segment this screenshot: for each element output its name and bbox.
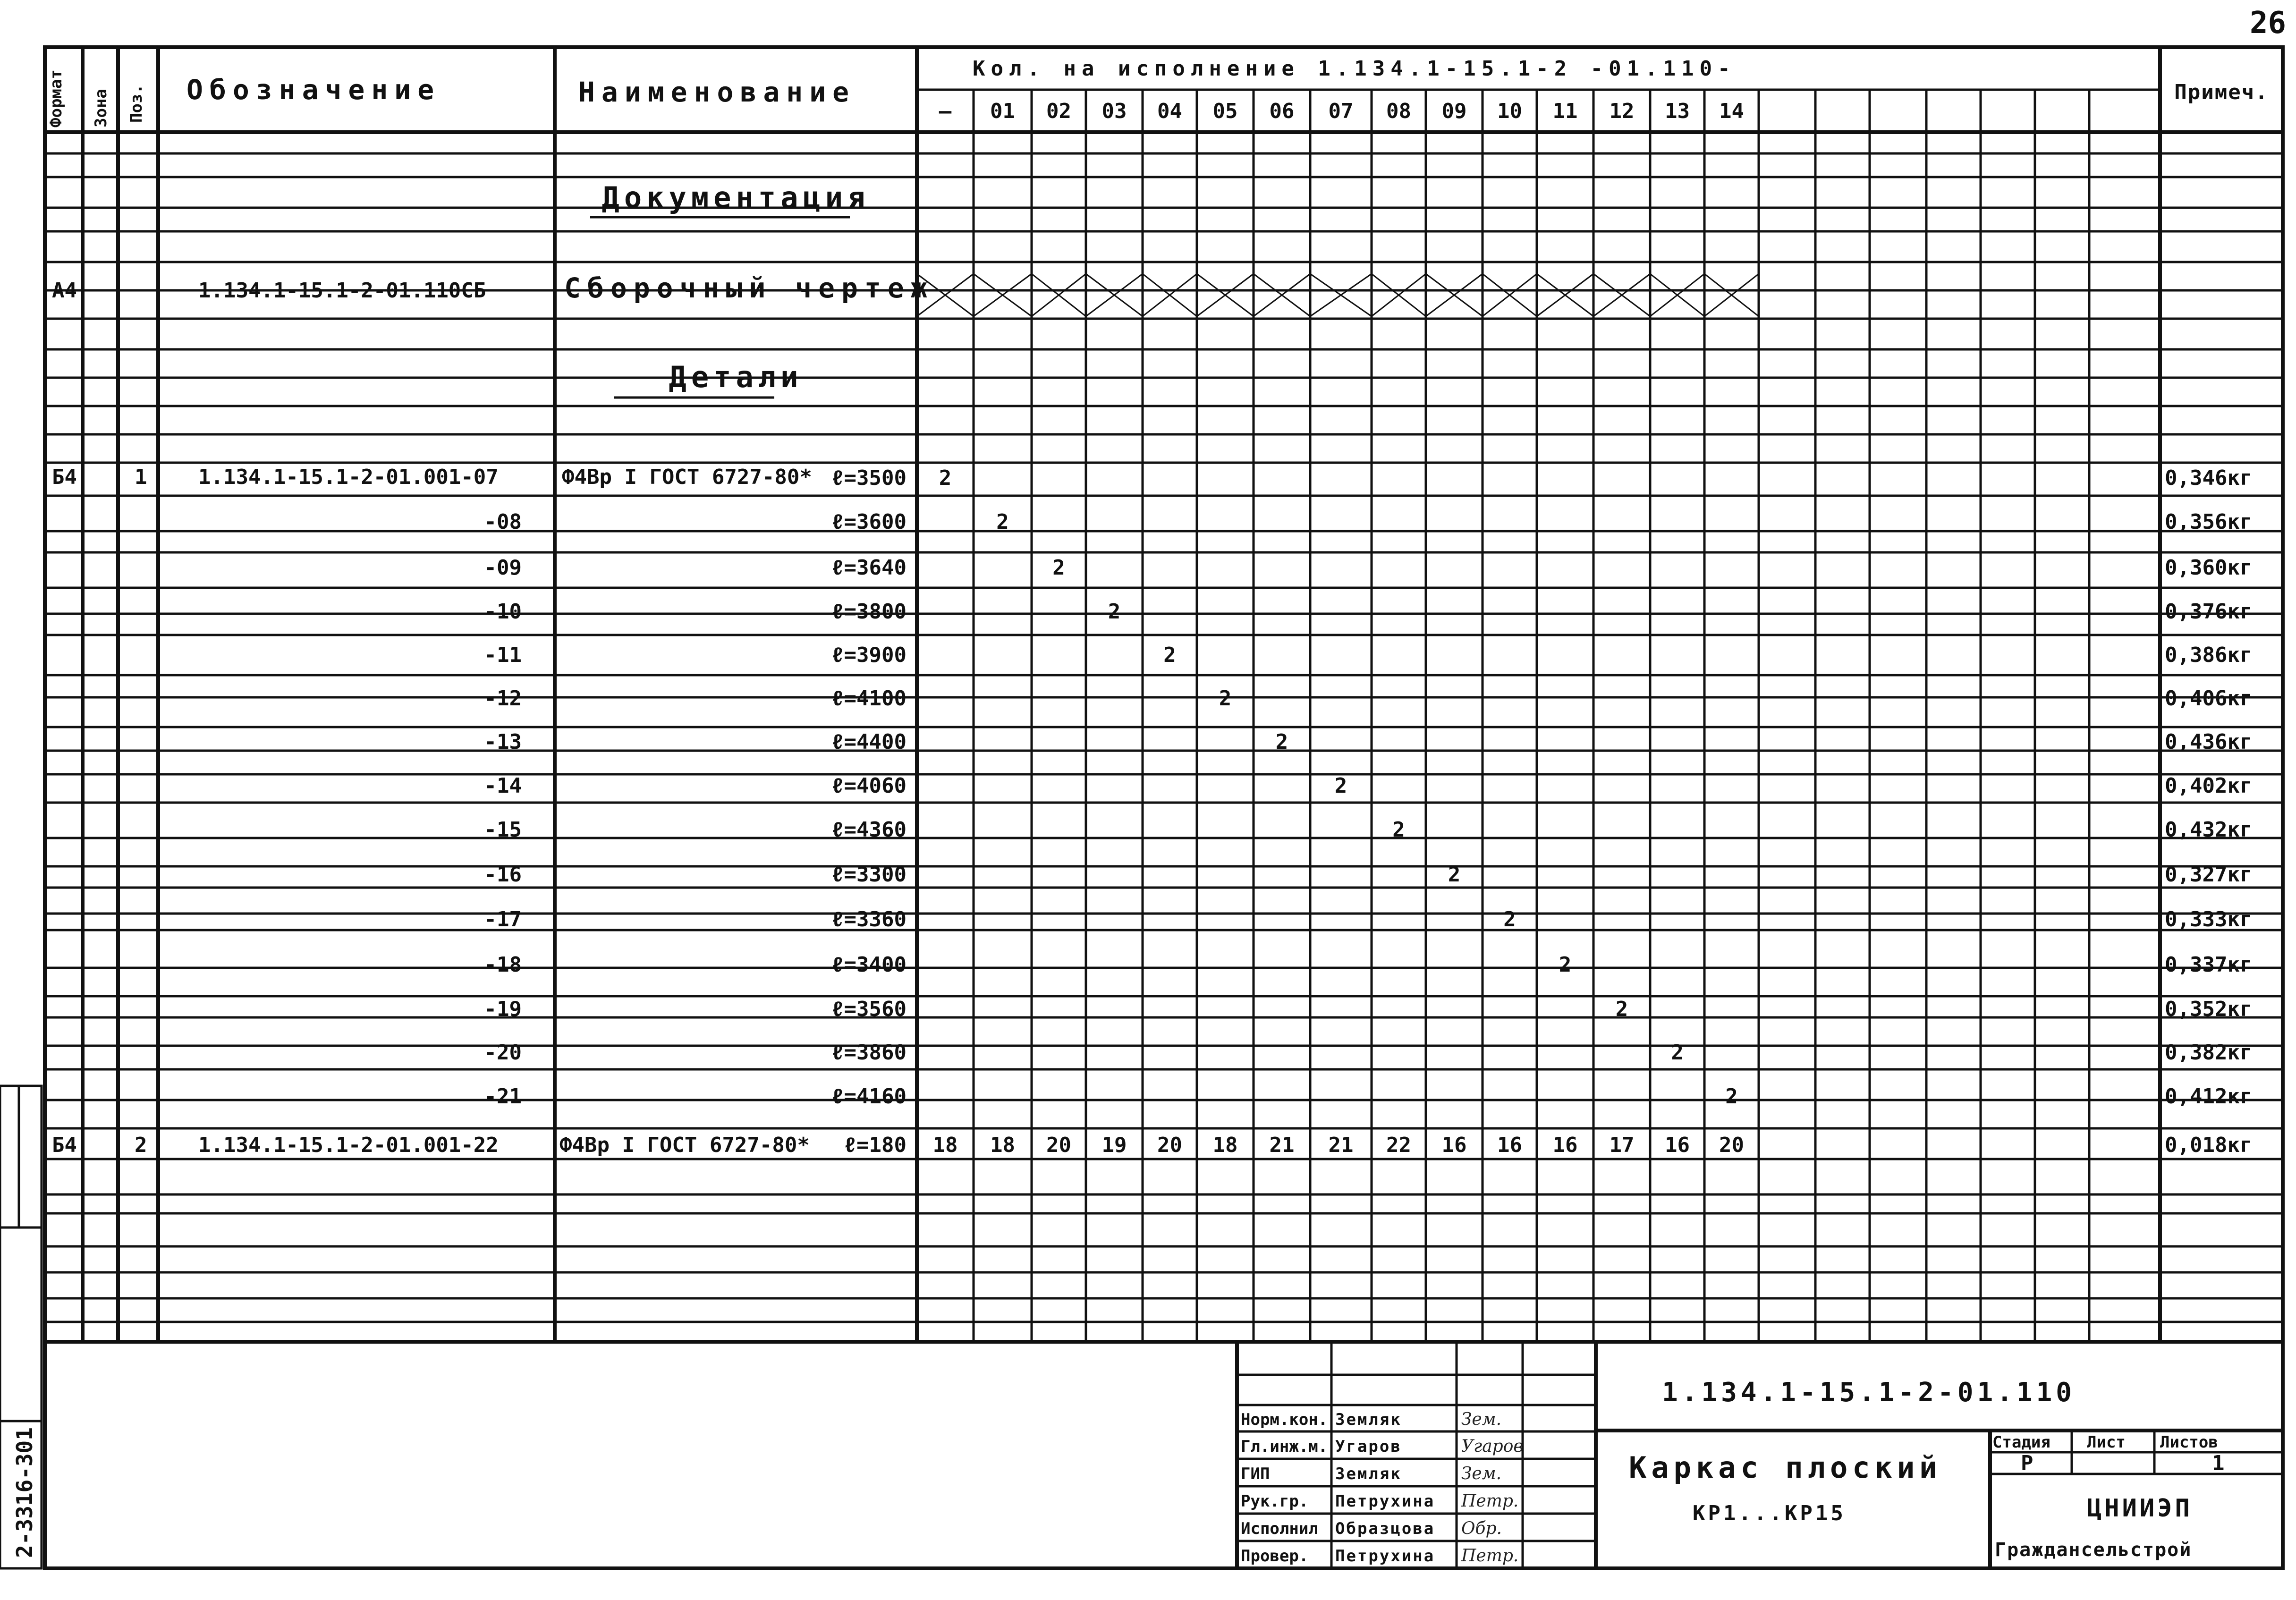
item2-mass: 0,018кг xyxy=(2165,1133,2253,1157)
sheet-label: Лист xyxy=(2087,1433,2126,1452)
item2-qty: 16 xyxy=(1552,1133,1578,1157)
item1-designation: 1.134.1-15.1-2-01.001-07 xyxy=(198,465,499,489)
item1-suffix: -14 xyxy=(484,774,522,798)
variant-header: 06 xyxy=(1269,99,1295,123)
header-note: Примеч. xyxy=(2174,80,2269,104)
header-zone: Зона xyxy=(92,89,110,127)
item1-mass: 0,327кг xyxy=(2165,863,2253,887)
person-role: Рук.гр. xyxy=(1241,1492,1309,1511)
item2-qty: 20 xyxy=(1157,1133,1182,1157)
item1-length: ℓ=4160 xyxy=(831,1084,907,1109)
item1-qty: 2 xyxy=(1559,953,1572,977)
item1-suffix: -09 xyxy=(484,556,522,580)
person-signature: Петр. xyxy=(1461,1491,1519,1511)
document-title-line2: КР1...КР15 xyxy=(1693,1501,1846,1525)
item1-mass: 0,352кг xyxy=(2165,997,2253,1021)
item2-qty: 20 xyxy=(1719,1133,1744,1157)
item2-qty: 18 xyxy=(1212,1133,1238,1157)
item2-format: Б4 xyxy=(52,1133,77,1157)
person-name: Образцова xyxy=(1335,1519,1435,1538)
person-name: Земляк xyxy=(1335,1465,1402,1483)
item1-length: ℓ=3900 xyxy=(831,643,907,667)
item1-suffix: -17 xyxy=(484,907,522,931)
variant-header: — xyxy=(939,99,952,123)
item2-designation: 1.134.1-15.1-2-01.001-22 xyxy=(198,1133,499,1157)
header-name: Наименование xyxy=(578,76,856,108)
title-block xyxy=(45,1342,2283,1568)
person-name: Земляк xyxy=(1335,1410,1402,1429)
side-stamp-code: 2-3316-301 xyxy=(12,1427,37,1558)
variant-header: 12 xyxy=(1609,99,1635,123)
assembly-designation: 1.134.1-15.1-2-01.110СБ xyxy=(198,279,486,303)
item1-name: Ф4Вр I ГОСТ 6727-80* xyxy=(562,465,812,489)
item1-mass: 0,386кг xyxy=(2165,643,2253,667)
side-stamp xyxy=(0,1086,42,1568)
person-role: Гл.инж.м. xyxy=(1241,1437,1328,1456)
item1-mass: 0,360кг xyxy=(2165,556,2253,580)
item2-qty: 16 xyxy=(1441,1133,1467,1157)
person-name: Петрухина xyxy=(1335,1547,1435,1566)
spec-table-text xyxy=(47,57,2269,1157)
item2-length: ℓ=180 xyxy=(844,1133,907,1157)
variant-header: 07 xyxy=(1328,99,1354,123)
item1-qty: 2 xyxy=(1052,556,1065,580)
item1-qty: 2 xyxy=(1503,907,1516,931)
item2-qty: 17 xyxy=(1609,1133,1635,1157)
document-code: 1.134.1-15.1-2-01.110 xyxy=(1662,1377,2076,1408)
item2-qty: 16 xyxy=(1497,1133,1522,1157)
sheets-label: Листов xyxy=(2160,1433,2218,1452)
variant-header: 13 xyxy=(1665,99,1690,123)
item1-qty: 2 xyxy=(1219,686,1232,711)
person-name: Угаров xyxy=(1335,1437,1402,1456)
item1-mass: 0,406кг xyxy=(2165,686,2253,711)
section-details: Детали xyxy=(669,360,803,394)
item1-mass: 0,382кг xyxy=(2165,1041,2253,1065)
item1-length: ℓ=3600 xyxy=(831,510,907,534)
item1-qty: 2 xyxy=(939,466,952,490)
person-signature: Петр. xyxy=(1461,1546,1519,1566)
item1-length: ℓ=3640 xyxy=(831,556,907,580)
item1-qty: 2 xyxy=(1725,1084,1738,1109)
header-designation: Обозначение xyxy=(186,74,441,106)
person-name: Петрухина xyxy=(1335,1492,1435,1511)
person-signature: Зем. xyxy=(1461,1464,1502,1483)
item1-mass: 0,432кг xyxy=(2165,818,2253,842)
item1-suffix: -13 xyxy=(484,730,522,754)
person-signature: Угаров xyxy=(1461,1437,1524,1456)
variant-header: 08 xyxy=(1386,99,1411,123)
item1-length: ℓ=3400 xyxy=(831,953,907,977)
item2-name: Ф4Вр I ГОСТ 6727-80* xyxy=(559,1133,810,1157)
person-role: ГИП xyxy=(1241,1465,1270,1483)
organization-line2: Граждансельстрой xyxy=(1995,1539,2192,1561)
item1-suffix: -15 xyxy=(484,818,522,842)
variant-header: 02 xyxy=(1046,99,1071,123)
item1-format: Б4 xyxy=(52,465,77,489)
item1-length: ℓ=3300 xyxy=(831,863,907,887)
variant-header: 11 xyxy=(1552,99,1578,123)
item1-suffix: -18 xyxy=(484,953,522,977)
item2-qty: 22 xyxy=(1386,1133,1411,1157)
item1-length: ℓ=4360 xyxy=(831,818,907,842)
variant-header: 09 xyxy=(1441,99,1467,123)
assembly-format: А4 xyxy=(52,279,77,303)
variant-header: 14 xyxy=(1719,99,1744,123)
item2-qty: 18 xyxy=(990,1133,1015,1157)
variant-header: 05 xyxy=(1212,99,1238,123)
stage-value: Р xyxy=(2021,1451,2033,1475)
item1-mass: 0,436кг xyxy=(2165,730,2253,754)
item2-qty: 18 xyxy=(932,1133,958,1157)
page-number: 26 xyxy=(2250,6,2287,41)
sheets-value: 1 xyxy=(2212,1451,2225,1475)
person-role: Норм.кон. xyxy=(1241,1410,1328,1429)
item1-suffix: -10 xyxy=(484,600,522,624)
item1-mass: 0,356кг xyxy=(2165,510,2253,534)
item1-length: ℓ=4100 xyxy=(831,686,907,711)
item2-qty: 21 xyxy=(1328,1133,1354,1157)
person-role: Исполнил xyxy=(1241,1519,1318,1538)
item1-qty: 2 xyxy=(1615,997,1628,1021)
header-qty-title: Кол. на исполнение 1.134.1-15.1-2 -01.110- xyxy=(973,57,1736,81)
item1-mass: 0,337кг xyxy=(2165,953,2253,977)
item1-suffix: -19 xyxy=(484,997,522,1021)
document-title-line1: Каркас плоский xyxy=(1629,1450,1942,1485)
item2-pos: 2 xyxy=(135,1133,147,1157)
item1-suffix: -12 xyxy=(484,686,522,711)
item1-length: ℓ=3500 xyxy=(831,466,907,490)
item1-suffix: -20 xyxy=(484,1041,522,1065)
item1-qty: 2 xyxy=(1108,600,1121,624)
item1-pos: 1 xyxy=(135,465,147,489)
item1-length: ℓ=3560 xyxy=(831,997,907,1021)
item1-qty: 2 xyxy=(996,510,1009,534)
item1-length: ℓ=3360 xyxy=(831,907,907,931)
item1-mass: 0,333кг xyxy=(2165,907,2253,931)
person-signature: Обр. xyxy=(1461,1519,1502,1538)
item1-qty: 2 xyxy=(1448,863,1461,887)
variant-header: 01 xyxy=(990,99,1015,123)
stage-label: Стадия xyxy=(1992,1433,2050,1452)
item1-length: ℓ=3860 xyxy=(831,1041,907,1065)
item1-mass: 0,376кг xyxy=(2165,600,2253,624)
assembly-name: Сборочный чертеж xyxy=(564,272,934,304)
header-format: Формат xyxy=(47,69,66,127)
item1-suffix: -16 xyxy=(484,863,522,887)
section-documentation: Документация xyxy=(602,180,870,215)
item1-qty: 2 xyxy=(1163,643,1176,667)
item2-qty: 19 xyxy=(1101,1133,1127,1157)
variant-header: 10 xyxy=(1497,99,1522,123)
person-role: Провер. xyxy=(1241,1547,1309,1566)
item1-suffix: -08 xyxy=(484,510,522,534)
item1-mass: 0,402кг xyxy=(2165,774,2253,798)
variant-header: 04 xyxy=(1157,99,1182,123)
item2-qty: 21 xyxy=(1269,1133,1295,1157)
item1-qty: 2 xyxy=(1334,774,1347,798)
item2-qty: 20 xyxy=(1046,1133,1071,1157)
item1-qty: 2 xyxy=(1275,730,1288,754)
item1-qty: 2 xyxy=(1392,818,1405,842)
item1-suffix: -11 xyxy=(484,643,522,667)
header-pos: Поз. xyxy=(127,84,146,123)
person-signature: Зем. xyxy=(1461,1410,1502,1429)
item2-qty: 16 xyxy=(1665,1133,1690,1157)
organization-line1: ЦНИИЭП xyxy=(2087,1494,2193,1523)
item1-length: ℓ=4060 xyxy=(831,774,907,798)
item1-suffix: -21 xyxy=(484,1084,522,1109)
item1-mass: 0,412кг xyxy=(2165,1084,2253,1109)
item1-length: ℓ=4400 xyxy=(831,730,907,754)
variant-header: 03 xyxy=(1101,99,1127,123)
item1-qty: 2 xyxy=(1671,1041,1684,1065)
item1-mass: 0,346кг xyxy=(2165,466,2253,490)
item1-length: ℓ=3800 xyxy=(831,600,907,624)
